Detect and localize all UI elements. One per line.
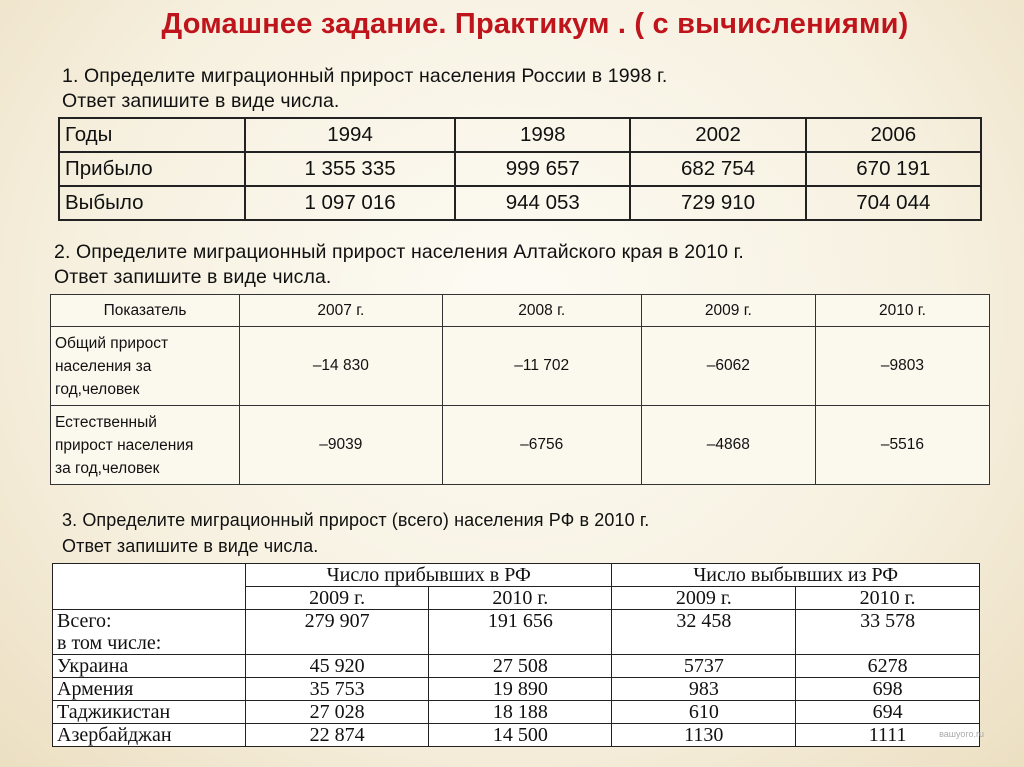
table-row: Естественный прирост населения за год,человек –9039 –6756 –4868 –5516	[51, 406, 990, 485]
table-row: Прибыло 1 355 335 999 657 682 754 670 191	[59, 152, 981, 186]
table-row: Армения 35 753 19 890 983 698	[53, 678, 980, 701]
task3-text: 3. Определите миграционный прирост (всего) населения РФ в 2010 г. Ответ запишите в виде числа.	[62, 510, 650, 556]
table-header-row: Показатель 2007 г. 2008 г. 2009 г. 2010 г.	[51, 295, 990, 327]
table-row: Азербайджан 22 874 14 500 1130 1111	[53, 724, 980, 747]
table-row: Таджикистан 27 028 18 188 610 694	[53, 701, 980, 724]
table-row: Общий прирост населения за год,человек –14 830 –11 702 –6062 –9803	[51, 327, 990, 406]
row-label: Естественный прирост населения за год,человек	[51, 406, 240, 485]
table-header-row: 2009 г. 2010 г. 2009 г. 2010 г.	[53, 587, 980, 610]
watermark: вашуого.ru	[939, 729, 984, 739]
row-label: Общий прирост населения за год,человек	[51, 327, 240, 406]
table-row: Украина 45 920 27 508 5737 6278	[53, 655, 980, 678]
task2-text: 2. Определите миграционный прирост населения Алтайского края в 2010 г. Ответ запишите в виде числа.	[54, 241, 744, 288]
row-label: Всего: в том числе:	[53, 610, 246, 655]
table-header-row: Число прибывших в РФ Число выбывших из РФ	[53, 564, 980, 587]
task1-table	[58, 117, 982, 221]
task2-table	[50, 294, 990, 485]
table-row: Всего: в том числе: 279 907 191 656 32 458 33 578	[53, 610, 980, 655]
slide-title: Домашнее задание. Практикум . ( с вычислениями)	[161, 8, 909, 40]
task3-table	[52, 563, 980, 747]
task1-text: 1. Определите миграционный прирост населения России в 1998 г. Ответ запишите в виде числа.	[62, 65, 668, 112]
table-header-row: Годы 1994 1998 2002 2006	[59, 118, 981, 152]
table-row: Выбыло 1 097 016 944 053 729 910 704 044	[59, 186, 981, 220]
